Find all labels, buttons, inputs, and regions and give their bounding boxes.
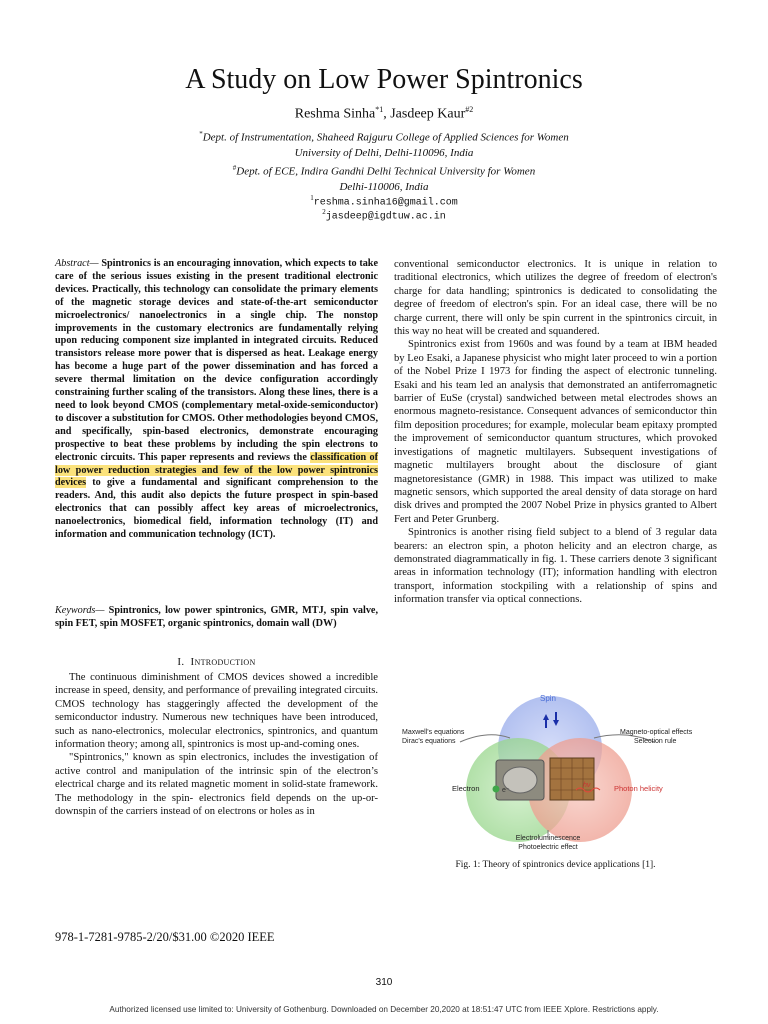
author-1-marker: *1: [375, 105, 384, 114]
affiliation-1: [0, 127, 768, 161]
label-electroluminescence: Electroluminescence: [515, 835, 581, 842]
keywords-text: Spintronics, low power spintronics, GMR, MTJ, spin valve, spin FET, spin MOSFET, organic spintronics, domain wall (DW): [55, 605, 378, 629]
venn-circles: [466, 696, 632, 842]
label-photoelectric: Photoelectric effect: [518, 844, 578, 851]
intro-paragraph-1: The continuous diminishment of CMOS devices showed a incredible increase in speed, density, and performance of prevailing integrated circuits. CMOS technology has staggeringly affected the development of the semiconductor industry. Numerous new techniques have been introduced, such as nano-electronics, molecular electronics, spintronics, and quantum information theory; among all, spintronics is most up-and-coming ones.: [55, 672, 378, 751]
author-1: Reshma Sinha: [294, 106, 376, 122]
right-paragraph-2: Spintronics exist from 1960s and was found by a team at IBM headed by Leo Esaki, a Japanese physicist who might later proceed to win a portion of the Nobel Prize I 1973 for finding the aspect of electronic tunneling. Esaki and his team led an analysis that demonstrated an antiferromagnetic barrier of EuSe (crystal) sandwiched between metal electrodes shows an enormous magneto-resistance. Consequent advances of semiconductor thin film deposition procedures; for example, molecular beam epitaxy prompted the improvement of semiconductor quantum structures, which provoked investigations of magnetic multilayers. Subsequent investigations of magnetic multilayers brought about the disclosure of giant magnetoresistance (GMR) in 1988. This impact was utilized to make magnetic sensors, which supported the areal density of data storage on hard disk drives and prompted the 2007 Nobel Prize in physics granted to Albert Fert and Peter Grunberg.: [394, 339, 717, 525]
introduction-text: [55, 671, 378, 818]
keywords: [55, 604, 378, 630]
paper-title: A Study on Low Power Spintronics: [185, 64, 583, 95]
label-spin: Spin: [539, 694, 557, 703]
section-number: I.: [177, 656, 185, 668]
intro-paragraph-2: "Spintronics," known as spin electronics, includes the investigation of active control and manipulation of the intrinsic spin of the electron’s electrical charge and its related magnetic moment in solid-state framework. The methodology in the spin- electronics field depends on the up-or-downspin of the carriers instead of on electrons or holes as in: [55, 752, 378, 818]
label-selection: Selection rule: [634, 738, 677, 745]
label-magneto: Magneto-optical effects: [620, 729, 693, 736]
electron-dot: [493, 786, 500, 793]
page-number: 310: [375, 977, 393, 988]
email-2-marker: 2: [322, 208, 326, 216]
author-separator: ,: [383, 106, 391, 122]
label-photon-helicity: Photon helicity: [614, 784, 663, 793]
author-2: Jasdeep Kaur: [390, 106, 466, 122]
email-1-marker: 1: [310, 194, 314, 202]
affiliation-2: [0, 161, 768, 195]
label-maxwell: Maxwell's equations: [402, 729, 465, 736]
section-title: Introduction: [190, 656, 256, 668]
label-dirac: Dirac's equations: [402, 738, 456, 745]
email-1: [0, 194, 768, 208]
affiliation-1-line-1: Dept. of Instrumentation, Shaheed Rajguru College of Applied Sciences for Women: [202, 131, 569, 144]
affiliation-1-line-2: University of Delhi, Delhi-110096, India: [294, 146, 474, 159]
label-electron-symbol: e⁻: [502, 787, 510, 794]
keywords-lead: Keywords—: [55, 605, 105, 616]
affiliation-2-line-1: Dept. of ECE, Indira Gandhi Delhi Technical University for Women: [236, 165, 536, 178]
label-hv: hν: [583, 782, 591, 789]
label-electron: Electron: [452, 784, 480, 793]
affiliation-2-marker: #: [232, 164, 237, 172]
abstract-lead: Abstract—: [55, 258, 99, 269]
abstract-highlight: classification of low power reduction strategies and few of the low power spintronics devices: [55, 451, 379, 489]
author-2-marker: #2: [465, 105, 474, 114]
isbn-price-line: 978-1-7281-9785-2/20/$31.00 ©2020 IEEE: [55, 930, 275, 944]
abstract-text-a: Spintronics is an encouraging innovation, which expects to take care of the serious issues existing in the present traditional electronic devices. Practically, this technology can consolidate the primary elements of the magnetic storage devices and state-of-the-art semiconductor microelectronics/ nanoelectronics in a single chip. The nonstop improvements in the customary electronics are fundamentally relying upon reducing component size implanted in integrated circuits. Reduced transistors release more power that is dispersed as heat. Leakage energy has become a huge part of the power dissemination and has forced a severe thermal limitation on the device configuration accordingly constraining further scaling of the transistors. Along these lines, there is a need to look beyond CMOS (complementary metal-oxide-semiconductor) to discover a substitution for CMOS. Other methodologies beyond CMOS, and specifically, spin-based electronics, demonstrate encouraging prospective to beat these problems by including the spin electrons to electronic circuits. This paper represents and reviews the: [55, 258, 378, 463]
figure-spintronics-diagram: [398, 690, 718, 855]
figure-caption: Fig. 1: Theory of spintronics device applications [1].: [455, 860, 656, 870]
right-paragraph-1: conventional semiconductor electronics. It is unique in relation to traditional electronics, which utilizes the degree of freedom of electron's charge for data handling; spintronics is dedicated to consolidating the degree of freedom of electron's spin. For an ideal case, there will be no charge current, there will only be spin current in the spintronics circuit, in this way no heat will be created and squandered.: [394, 259, 717, 338]
license-footer: Authorized licensed use limited to: University of Gothenburg. Downloaded on December 20,2020 at 18:51:47 UTC from IEEE Xplore. Restrictions apply.: [109, 1005, 659, 1014]
author-line: [0, 105, 768, 123]
abstract: [55, 258, 378, 542]
affiliation-1-marker: *: [199, 130, 203, 138]
email-2-address: jasdeep@igdtuw.ac.in: [325, 211, 446, 223]
right-column-text: [394, 258, 717, 607]
email-1-address: reshma.sinha16@gmail.com: [313, 197, 458, 209]
affiliation-2-line-2: Delhi-110006, India: [339, 180, 429, 193]
section-heading-introduction: [55, 656, 378, 668]
abstract-text-b: to give a fundamental and significant comprehension to the readers. And, this audit also depicts the future prospect in spin-based electronics that can possibly affect key areas of microelectronics, nanoelectronics, biomedical field, information technology (IT) and information and communication technology (ICT).: [55, 477, 378, 541]
right-paragraph-3: Spintronics is another rising field subject to a blend of 3 regular data bearers: an electron spin, a photon helicity and an electron charge, as demonstrated diagrammatically in fig. 1. These carriers denote 3 significant areas in information technology (IT); information handling with electron transport, information stockpiling with a relationship of spins and information transfer via optical connections.: [394, 527, 717, 606]
email-2: [0, 208, 768, 222]
